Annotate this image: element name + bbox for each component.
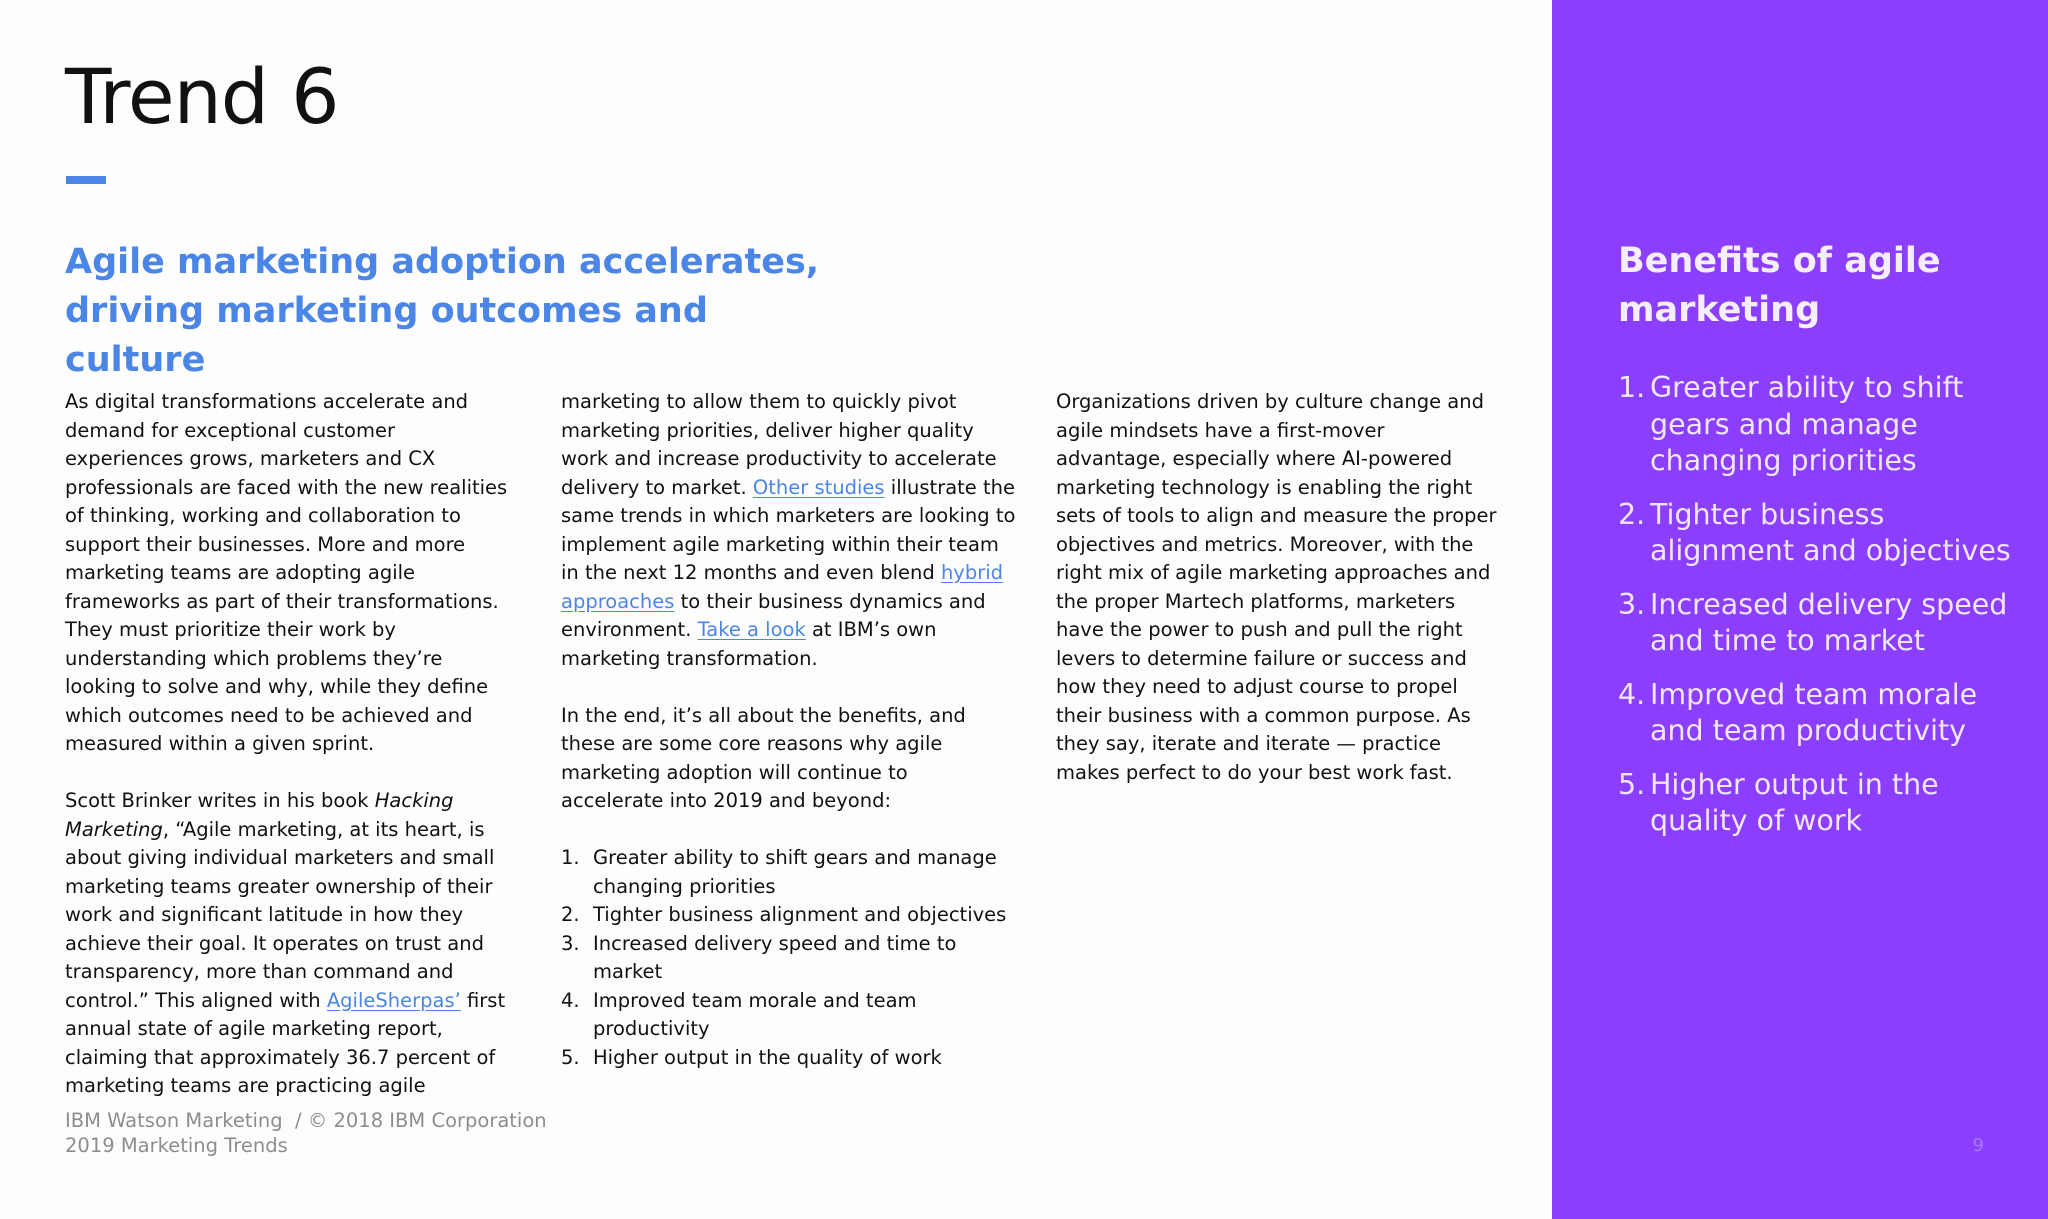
list-item-number: 4. <box>561 988 580 1012</box>
sidebar-list-item <box>1618 587 2028 660</box>
col1-p2-text-b: , “Agile marketing, at its heart, is about giving individual marketers and small marketing teams greater ownership of their work and significant latitude in how they achieve their goal. It operates on trust and transparency, more than command and control.” This aligned with <box>65 817 495 1012</box>
list-item <box>561 930 1016 987</box>
subtitle-line-2: driving marketing outcomes and culture <box>65 291 708 380</box>
sidebar-benefits-list <box>1618 370 2028 857</box>
list-item-number: 1. <box>561 846 580 869</box>
footer-copyright: IBM Watson Marketing / © 2018 IBM Corporation <box>65 1109 547 1132</box>
col3-paragraph-1: Organizations driven by culture change and agile mindsets have a first-mover advantage, especially where AI-powered marketing technology is enabling the right sets of tools to align and measure the proper objectives and metrics. Moreover, with the right mix of agile marketing approaches and the proper Martech platforms, marketers have the power to push and pull the right levers to determine failure or success and how they need to adjust course to propel their business with a common purpose. As they say, iterate and iterate — practice makes perfect to do your best work fast. <box>1056 390 1497 784</box>
list-item-text: Higher output in the quality of work <box>593 1045 942 1069</box>
list-item <box>561 844 1016 901</box>
sidebar-list-item <box>1618 677 2028 750</box>
sidebar-item-number: 5. <box>1618 767 1646 801</box>
sidebar-list-item <box>1618 497 2028 570</box>
sidebar-item-text: Higher output in the quality of work <box>1650 767 1939 837</box>
col2-p1-text-c: to their business dynamics and environment. <box>561 589 986 641</box>
list-item-text: Improved team morale and team productivity <box>593 988 917 1040</box>
col1-p2-text-a: Scott Brinker writes in his book <box>65 789 375 812</box>
subtitle-line-1: Agile marketing adoption accelerates, <box>65 242 820 282</box>
sidebar-item-text: Greater ability to shift gears and manage changing priorities <box>1650 371 1964 477</box>
accent-divider <box>66 176 106 184</box>
col2-p1-text-a: marketing to allow them to quickly pivot marketing priorities, deliver higher quality work and increase productivity to accelerate delivery to market. <box>561 390 997 499</box>
agilesherpas-link[interactable]: AgileSherpas’ <box>326 988 461 1012</box>
other-studies-link[interactable]: Other studies <box>752 475 885 499</box>
page-number: 9 <box>1972 1135 1984 1156</box>
page-footer <box>65 1108 547 1158</box>
take-a-look-link[interactable]: Take a look <box>697 618 806 641</box>
sidebar-item-text: Tighter business alignment and objectives <box>1650 497 2011 567</box>
list-item-number: 2. <box>561 903 580 926</box>
sidebar-title: Benefits of agile marketing <box>1618 241 1941 330</box>
sidebar-list-item <box>1618 370 2028 480</box>
list-item <box>561 901 1016 930</box>
sidebar-item-text: Improved team morale and team productivity <box>1650 677 1978 747</box>
list-item <box>561 1044 1016 1073</box>
section-subtitle <box>65 238 825 385</box>
sidebar-list-item <box>1618 767 2028 840</box>
col1-paragraph-2 <box>65 787 515 1101</box>
list-item-number: 3. <box>561 931 580 955</box>
benefits-list <box>561 844 1016 1072</box>
col1-p2-text-c: first annual state of agile marketing report, claiming that approximately 36.7 percent of marketing teams are practicing agile <box>65 988 506 1097</box>
benefits-sidebar <box>1552 0 2048 1219</box>
list-item-number: 5. <box>561 1045 580 1069</box>
book-title: Hacking Marketing <box>65 789 454 841</box>
list-item <box>561 987 1016 1044</box>
body-column-2 <box>561 388 1016 1072</box>
sidebar-item-number: 1. <box>1618 371 1646 404</box>
body-column-3 <box>1056 388 1501 816</box>
list-item-text: Tighter business alignment and objectives <box>593 903 1007 926</box>
col2-paragraph-1 <box>561 388 1016 673</box>
page-title: Trend 6 <box>65 52 339 141</box>
list-item-text: Increased delivery speed and time to market <box>593 931 957 983</box>
sidebar-item-number: 2. <box>1618 497 1646 531</box>
footer-report-name: 2019 Marketing Trends <box>65 1134 288 1157</box>
hybrid-approaches-link[interactable]: hybrid approaches <box>561 561 1004 613</box>
col2-p1-text-d: at IBM’s own marketing transformation. <box>561 618 937 670</box>
col1-paragraph-1: As digital transformations accelerate and demand for exceptional customer experiences grows, marketers and CX professionals are faced with the new realities of thinking, working and collaboration to support their businesses. More and more marketing teams are adopting agile frameworks as part of their transformations. They must prioritize their work by understanding which problems they’re looking to solve and why, while they define which outcomes need to be achieved and measured within a given sprint. <box>65 390 508 755</box>
body-column-1 <box>65 388 515 1129</box>
sidebar-item-number: 4. <box>1618 677 1646 711</box>
list-item-text: Greater ability to shift gears and manage changing priorities <box>593 846 997 898</box>
col2-p1-text-b: illustrate the same trends in which marketers are looking to implement agile marketing within their team in the next 12 months and even blend <box>561 475 1016 584</box>
col2-paragraph-2: In the end, it’s all about the benefits, and these are some core reasons why agile marketing adoption will continue to accelerate into 2019 and beyond: <box>561 703 966 812</box>
sidebar-item-text: Increased delivery speed and time to market <box>1650 587 2008 657</box>
sidebar-item-number: 3. <box>1618 587 1646 621</box>
